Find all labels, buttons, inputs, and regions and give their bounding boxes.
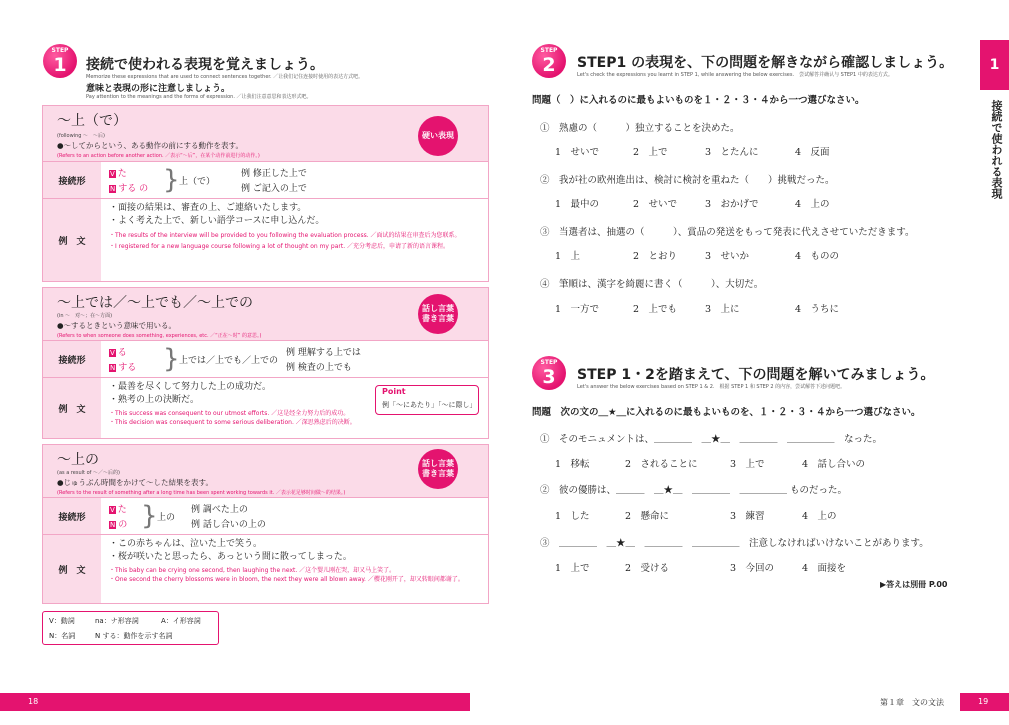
choices: 1 最中の 2 せいで 3 おかげで 4 上の [555,199,830,210]
legend-verb: V：動詞 [49,617,75,625]
step3-instruction: 問題 次の文の＿★＿に入れるのに最もよいものを、１・２・３・４から一つ選びなさい。 [532,407,921,418]
connection-example-2: 例 ご記入の上で [241,184,307,194]
step3-badge: STEP 3 [532,356,566,390]
connection-example-1: 例 理解する上では [286,348,361,358]
noun-form: する [118,363,137,373]
usage-refer: (Refers to the result of something after a long time has been spent working towards it. ／表示花足够时间做〜的结果。) [57,490,346,496]
pattern-gloss: (in 〜 对〜；在〜方面) [57,313,113,319]
register-stamp: 話し言葉 書き言葉 [418,449,458,489]
page-number: 18 [28,697,39,706]
usage-refer: (Refers to when someone does something, experiences, etc. ／“正在〜时” 的意思。) [57,333,262,339]
choices: 1 上 2 とおり 3 せいか 4 ものの [555,251,840,262]
step1-line2: 意味と表現の形に注意しましょう。 [86,84,231,94]
step2-instruction: 問題（ ）に入れるのに最もよいものを１・２・３・４から一つ選びなさい。 [532,95,865,106]
step1-badge: STEP 1 [43,44,77,78]
example-en: ・I registered for a new language course following a lot of thought on my part. ／充分考虑后，申请了新的语言课程。 [109,243,450,250]
verb-form: た [117,505,127,515]
verb-tag: V [110,349,115,357]
pattern-title: 〜上では／〜上でも／〜上での [57,295,253,311]
step1-title: 接続で使われる表現を覚えましょう。 [86,57,324,73]
point-text: 例「〜にあたり」「〜に際し」 [382,401,477,409]
step3-title: STEP 1・2を踏まえて、下の問題を解いてみましょう。 [577,367,935,383]
page-number: 19 [978,697,989,706]
abbreviation-legend [42,611,219,645]
step2-subtitle-en: Let's check the expressions you learnt in STEP 1, while answering the below exercises. 尝试解答并确认与 STEP1 中的表达方式。 [577,72,893,78]
choices: 1 移転 2 されることに 3 上で 4 話し合いの [555,459,866,470]
choices: 1 上で 2 受ける 3 今回の 4 面接を [555,563,847,574]
noun-tag: N [110,521,116,529]
legend-suru-noun: N する：動作を示す名詞 [95,632,173,640]
step1-line2-en: Pay attention to the meanings and the forms of expression. ／让我们注意意思和表达形式吧。 [86,94,312,100]
question: ③ 当選者は、抽選の（ ）、賞品の発送をもって発表に代えさせていただきます。 [540,227,915,238]
connection-label: 接続形 [43,341,101,377]
grammar-box-2 [42,287,489,439]
pattern-gloss: (as a result of 〜／〜后的) [57,470,120,476]
examples-label: 例 文 [43,199,101,281]
noun-form: する の [118,184,149,194]
example-en: ・This baby can be crying one second, then laughing the next. ／这个婴儿刚在哭，却又马上笑了。 [109,567,396,574]
right-page-footer [960,693,1009,711]
examples-row [43,534,488,603]
step3-subtitle-en: Let's answer the below exercises based on STEP 1 & 2. 根据 STEP 1 和 STEP 2 的内容，尝试解答下述问题吧。 [577,384,846,390]
question: ① 熟慮の（ ）独立することを決めた。 [540,123,740,134]
register-stamp: 話し言葉 書き言葉 [418,294,458,334]
noun-tag: N [110,185,116,193]
connection-row: 接続形 V た N の } 上の 例 調べた上の 例 話し合いの上の [43,497,488,534]
register-stamp: 硬い表現 [418,116,458,156]
question: ② 我が社の欧州進出は、検討に検討を重ねた（ ）挑戦だった。 [540,175,835,186]
choices: 1 一方で 2 上でも 3 上に 4 うちに [555,304,840,315]
example-ja: ・よく考えた上で、新しい語学コースに申し込んだ。 [109,216,325,226]
answer-note: ▶答えは別冊 P.00 [880,580,948,589]
question: ④ 筆順は、漢字を綺麗に書く（ ）、大切だ。 [540,279,764,290]
example-ja: ・桜が咲いたと思ったら、あっという間に散ってしまった。 [109,552,352,562]
usage-note: ●〜するときという意味で用いる。 [57,321,177,330]
grammar-box-3 [42,444,489,604]
step2-badge: STEP 2 [532,44,566,78]
choices: 1 せいで 2 上で 3 とたんに 4 反面 [555,147,830,158]
example-ja: ・この赤ちゃんは、泣いた上で笑う。 [109,539,263,549]
footer-chapter: 第１章 文の文法 [880,698,944,707]
example-en: ・One second the cherry blossoms were in bloom, the next they were all blown away. ／樱花刚开了，却又转眼间都谢了。 [109,576,464,583]
examples-label: 例 文 [43,535,101,603]
connection-mid: 上（で） [179,177,216,187]
example-ja: ・面接の結果は、審査の上、ご連絡いたします。 [109,203,307,213]
example-ja: ・最善を尽くして努力した上の成功だ。 [109,382,272,392]
grammar-box-1 [42,105,489,282]
connection-row: 接続形 V る N する } 上では／上でも／上での 例 理解する上では 例 検査の上でも [43,340,488,377]
connection-label: 接続形 [43,498,101,534]
chapter-title-vertical: 接続で使われる表現 [990,100,1003,199]
examples-label: 例 文 [43,378,101,438]
legend-noun: N：名詞 [49,632,76,640]
connection-mid: 上の [157,513,176,523]
pattern-gloss: (following 〜 〜后) [57,133,105,139]
connection-mid: 上では／上でも／上での [179,356,279,366]
verb-tag: V [110,506,115,514]
pattern-title: 〜上の [57,452,99,468]
example-en: ・This success was consequent to our utmost efforts. ／这是经全力努力后的成功。 [109,410,350,417]
chapter-tab: 1 [980,40,1009,90]
verb-form: た [117,169,127,179]
left-page-footer [0,693,470,711]
point-callout [375,385,479,415]
usage-note: ●〜してからという、ある動作の前にする動作を表す。 [57,141,243,150]
connection-label: 接続形 [43,162,101,198]
step2-title: STEP1 の表現を、下の問題を解きながら確認しましょう。 [577,55,954,71]
example-ja: ・熟考の上の決断だ。 [109,395,200,405]
noun-tag: N [110,364,116,372]
point-title: Point [382,387,406,396]
usage-note: ●じゅうぶん時間をかけて〜した結果を表す。 [57,478,213,487]
legend-na-adjective: na：ナ形容詞 [95,617,139,625]
choices: 1 した 2 懸命に 3 練習 4 上の [555,511,837,522]
connection-row: 接続形 V た N する の } 上（で） 例 修正した上で 例 ご記入の上で [43,161,488,198]
step1-subtitle-en: Memorize these expressions that are used to connect sentences together. ／让我们记住连接时使用的表达方式吧。 [86,74,364,80]
pattern-title: 〜上（で） [57,113,127,129]
question: ③ ＿＿＿＿ ＿★＿ ＿＿＿＿ ＿＿＿＿＿ 注意しなければいけないことがあります。 [540,538,929,549]
examples-row [43,198,488,281]
usage-refer: (Refers to an action before another action. ／表示“〜后”，在某个动作前进行的动作。) [57,153,260,159]
connection-example-1: 例 調べた上の [191,505,248,515]
verb-form: る [117,348,127,358]
connection-example-1: 例 修正した上で [241,169,307,179]
legend-i-adjective: A：イ形容詞 [161,617,201,625]
example-en: ・This decision was consequent to some serious deliberation. ／深思熟虑后的决断。 [109,419,356,426]
verb-tag: V [110,170,115,178]
question: ② 彼の優勝は、＿＿＿ ＿★＿ ＿＿＿＿ ＿＿＿＿＿ ものだった。 [540,485,848,496]
example-en: ・The results of the interview will be provided to you following the evaluation process. ／面试的结果在审查后为您联系。 [109,232,461,239]
question: ① そのモニュメントは、＿＿＿＿ ＿★＿ ＿＿＿＿ ＿＿＿＿＿ なった。 [540,434,883,445]
connection-example-2: 例 話し合いの上の [191,520,266,530]
noun-form: の [118,520,128,530]
connection-example-2: 例 検査の上でも [286,363,352,373]
